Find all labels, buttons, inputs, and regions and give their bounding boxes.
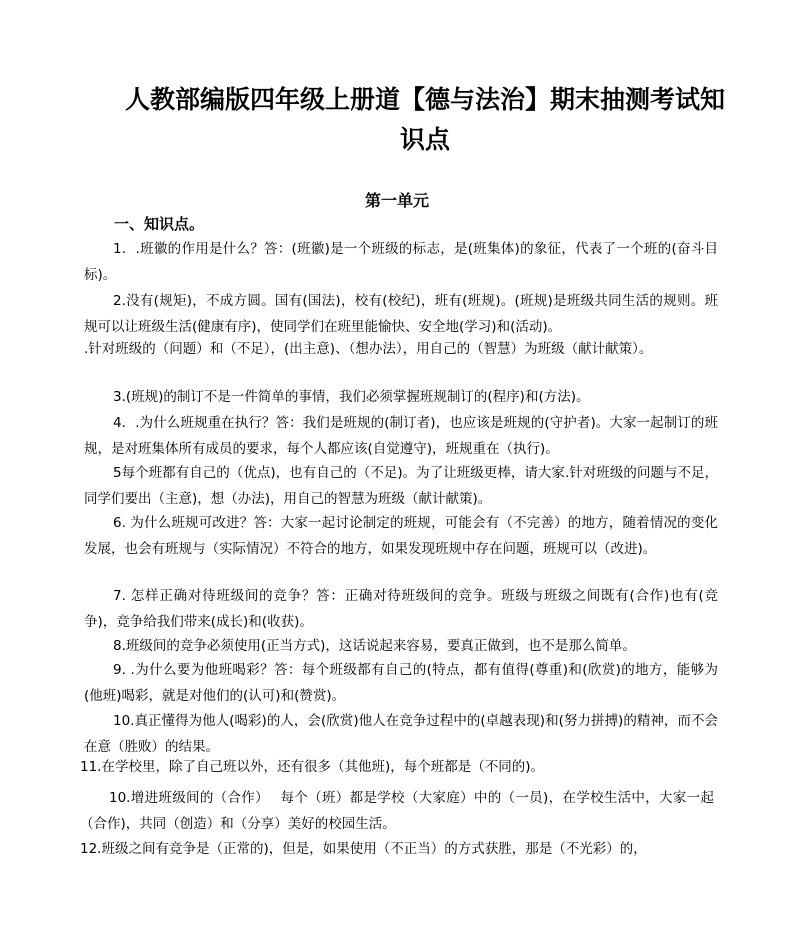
paragraph-5: 5每个班都有自己的（优点)，也有自己的（不足)。为了让班级更棒，请大家.针对班级的问题与不足，同学们要出（主意)，想（办法)，用自己的智慧为班级（献计献策)。 [84, 465, 718, 507]
paragraph-12: 12.班级之间有竞争是（正常的)，但是，如果使用（不正当）的方式获胜，那是（不光彩）的， [80, 841, 647, 857]
document-title: 人教部编版四年级上册道【德与法治】期末抽测考试知识点 [124, 85, 725, 154]
paragraph-8: 8.班级间的竞争必须使用(正当方式)，这话说起来容易，要真正做到，也不是那么简单。 [113, 638, 636, 654]
paragraph-2: 2.没有(规矩)，不成方圆。国有(国法)，校有(校纪)，班有(班规)。(班规)是班级共同生活的规则。班规可以让班级生活(健康有序)，使同学们在班里能愉快、安全地(学习)和(活动)。 [84, 293, 718, 335]
paragraph-2-note: .针对班级的（问题）和（不足），(出主意)、（想办法），用自己的（智慧）为班级（献计献策）。 [84, 341, 653, 357]
paragraph-1: 1．.班徽的作用是什么？答：(班徽)是一个班级的标志，是(班集体)的象征，代表了一个班的(奋斗目标)。 [84, 241, 718, 283]
paragraph-4: 4．.为什么班规重在执行？答：我们是班规的(制订者)，也应该是班规的(守护者)。大家一起制订的班规，是对班集体所有成员的要求，每个人都应该(自觉遵守)，班规重在（执行)。 [84, 415, 718, 457]
paragraph-7: 7. 怎样正确对待班级间的竞争？答：正确对待班级间的竞争。班级与班级之间既有(合作)也有(竞争)，竞争给我们带来(成长)和(收获)。 [84, 588, 718, 630]
paragraph-6: 6. 为什么班规可改进？答：大家一起讨论制定的班规，可能会有（不完善）的地方，随着情况的变化发展，也会有班规与（实际情况）不符合的地方，如果发现班规中存在问题，班规可以（改进)。 [84, 515, 718, 557]
paragraph-10: 10.真正懂得为他人(喝彩)的人，会(欣赏)他人在竞争过程中的(卓越表现)和(努力拼搏)的精神，而不会在意（胜败）的结果。 [84, 713, 718, 755]
unit-heading: 第一单元 [364, 191, 429, 210]
paragraph-3: 3.(班规)的制订不是一件简单的事情，我们必须掌握班规制订的(程序)和(方法)。 [113, 389, 590, 405]
paragraph-11: 11.在学校里，除了自己班以外，还有很多（其他班)，每个班都是（不同的)。 [80, 759, 545, 775]
section-heading: 一、知识点。 [114, 215, 205, 233]
paragraph-10b: 10.增进班级间的（合作） 每个（班）都是学校（大家庭）中的（一员)，在学校生活中，大家一起（合作)，共同（创造）和（分享）美好的校园生活。 [80, 790, 714, 832]
paragraph-9: 9. .为什么要为他班喝彩？答：每个班级都有自己的(特点，都有值得(尊重)和(欣赏)的地方，能够为(他班)喝彩，就是对他们的(认可)和(赞赏)。 [84, 662, 718, 704]
